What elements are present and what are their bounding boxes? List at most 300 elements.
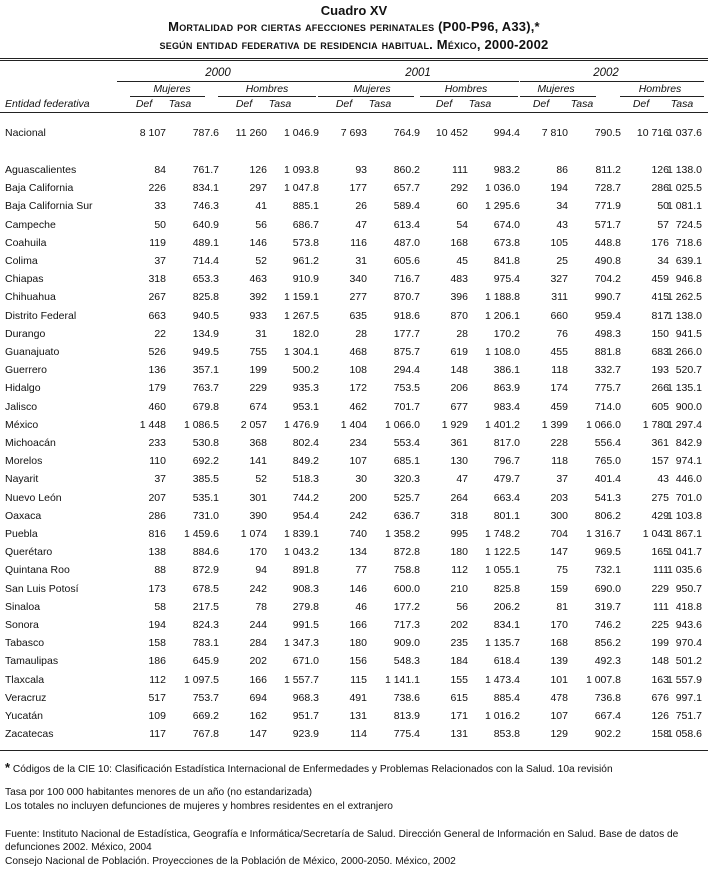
def-cell: 108	[349, 364, 367, 377]
tasa-cell: 881.8	[594, 346, 621, 358]
group-mujeres: Mujeres	[153, 83, 191, 95]
def-cell: 210	[450, 582, 468, 595]
def-cell: 229	[249, 382, 267, 395]
def-cell: 81	[556, 600, 568, 613]
tasa-cell: 490.8	[594, 255, 621, 267]
tasa-cell: 1 267.5	[283, 309, 319, 322]
group-rule	[218, 96, 316, 97]
state-label: Puebla	[5, 528, 38, 540]
def-cell: 7 810	[541, 127, 568, 139]
tasa-cell: 525.7	[393, 491, 420, 504]
def-cell: 266	[651, 382, 669, 395]
def-cell: 46	[355, 600, 367, 613]
def-cell: 455	[550, 346, 568, 358]
tasa-cell: 701.7	[393, 400, 420, 413]
tasa-cell: 1 103.8	[666, 509, 702, 522]
tasa-cell: 386.1	[493, 364, 520, 377]
def-cell: 130	[450, 455, 468, 468]
def-cell: 107	[550, 710, 568, 722]
tasa-cell: 1 839.1	[283, 528, 319, 540]
def-cell: 117	[149, 728, 166, 741]
state-label: Guerrero	[5, 364, 48, 377]
tasa-cell: 639.1	[675, 255, 702, 267]
tasa-cell: 479.7	[493, 473, 520, 486]
def-cell: 158	[651, 728, 669, 741]
tasa-cell: 872.9	[192, 564, 219, 577]
def-cell: 28	[355, 327, 367, 340]
tasa-cell: 618.4	[493, 655, 520, 668]
rule-header	[0, 112, 708, 113]
tasa-cell: 653.3	[192, 273, 219, 286]
tasa-cell: 613.4	[393, 218, 420, 231]
def-cell: 459	[651, 273, 669, 286]
tasa-cell: 961.2	[292, 255, 319, 267]
tasa-cell: 825.8	[493, 582, 520, 595]
tasa-cell: 679.8	[192, 400, 219, 413]
tasa-cell: 1 058.6	[666, 728, 702, 741]
def-cell: 229	[651, 582, 669, 595]
tasa-cell: 787.6	[192, 127, 219, 139]
tasa-cell: 910.9	[292, 273, 319, 286]
state-label: Yucatán	[5, 710, 43, 722]
tasa-cell: 1 401.2	[484, 418, 520, 431]
def-cell: 148	[450, 364, 468, 377]
state-label: Durango	[5, 327, 46, 340]
tasa-cell: 553.4	[393, 437, 420, 449]
tasa-cell: 813.9	[393, 710, 420, 722]
def-cell: 396	[450, 291, 468, 304]
def-cell: 37	[556, 473, 568, 486]
tasa-cell: 1 295.6	[484, 200, 520, 213]
def-cell: 56	[456, 600, 468, 613]
def-cell: 158	[148, 637, 166, 650]
def-cell: 171	[450, 710, 468, 722]
tasa-cell: 530.8	[192, 437, 219, 449]
def-cell: 619	[450, 346, 468, 358]
tasa-cell: 1 081.1	[666, 200, 702, 213]
col-def: Def	[532, 98, 550, 110]
tasa-cell: 541.3	[594, 491, 621, 504]
def-cell: 1 399	[541, 418, 568, 431]
table-number: Cuadro XV	[320, 3, 388, 18]
tasa-cell: 885.1	[292, 200, 319, 213]
tasa-cell: 946.8	[675, 273, 702, 286]
tasa-cell: 751.7	[675, 710, 702, 722]
tasa-cell: 771.9	[594, 200, 621, 213]
def-cell: 1 404	[340, 418, 367, 431]
tasa-cell: 884.6	[192, 546, 219, 559]
def-cell: 22	[154, 327, 166, 340]
def-cell: 202	[450, 619, 468, 631]
tasa-cell: 738.6	[393, 691, 420, 704]
tasa-cell: 1 037.6	[666, 127, 702, 139]
tasa-cell: 801.1	[493, 509, 520, 522]
def-cell: 297	[249, 182, 267, 195]
tasa-cell: 1 036.0	[484, 182, 520, 195]
def-cell: 131	[349, 710, 367, 722]
tasa-cell: 746.2	[594, 619, 621, 631]
def-cell: 26	[355, 200, 367, 213]
def-cell: 28	[456, 327, 468, 340]
def-cell: 115	[350, 673, 367, 686]
col-tasa: Tasa	[468, 98, 492, 110]
col-tasa: Tasa	[168, 98, 192, 110]
state-label: Baja California Sur	[5, 200, 93, 213]
tasa-cell: 997.1	[675, 691, 702, 704]
year-2001: 2001	[405, 67, 431, 79]
tasa-cell: 950.7	[675, 582, 702, 595]
group-rule	[318, 96, 414, 97]
tasa-cell: 332.7	[594, 364, 621, 377]
state-label: Campeche	[5, 218, 56, 231]
tasa-cell: 935.3	[292, 382, 319, 395]
def-cell: 111	[653, 564, 669, 577]
def-cell: 202	[249, 655, 267, 668]
tasa-cell: 170.2	[493, 327, 520, 340]
def-cell: 234	[349, 437, 367, 449]
def-cell: 172	[349, 382, 367, 395]
tasa-cell: 1 047.8	[283, 182, 319, 195]
def-cell: 47	[355, 218, 367, 231]
tasa-cell: 692.2	[192, 455, 219, 468]
state-label: Chiapas	[5, 273, 44, 286]
tasa-cell: 701.0	[675, 491, 702, 504]
tasa-cell: 1 066.0	[585, 418, 621, 431]
tasa-cell: 983.2	[493, 164, 520, 176]
def-cell: 150	[651, 327, 669, 340]
def-cell: 58	[154, 600, 166, 613]
state-label: Jalisco	[5, 400, 38, 413]
footnote-star: *	[5, 760, 11, 775]
def-cell: 118	[551, 364, 568, 377]
def-cell: 101	[550, 673, 568, 686]
state-label: Querétaro	[5, 546, 53, 559]
def-cell: 292	[450, 182, 468, 195]
tasa-cell: 487.0	[393, 236, 420, 249]
def-cell: 199	[651, 637, 669, 650]
def-cell: 816	[148, 528, 166, 540]
def-cell: 361	[450, 437, 468, 449]
tasa-cell: 968.3	[292, 691, 319, 704]
def-cell: 526	[148, 346, 166, 358]
group-hombres: Hombres	[638, 83, 682, 95]
tasa-cell: 714.4	[192, 255, 219, 267]
tasa-cell: 1 557.7	[283, 673, 319, 686]
def-cell: 86	[556, 164, 568, 176]
def-cell: 45	[456, 255, 468, 267]
tasa-cell: 1 055.1	[484, 564, 520, 577]
tasa-cell: 918.6	[393, 309, 420, 322]
def-cell: 111	[653, 600, 669, 613]
tasa-cell: 294.4	[393, 364, 420, 377]
def-cell: 995	[450, 528, 468, 540]
tasa-cell: 686.7	[292, 218, 319, 231]
def-cell: 1 074	[240, 528, 267, 540]
tasa-cell: 728.7	[594, 182, 621, 195]
tasa-cell: 704.2	[594, 273, 621, 286]
tasa-cell: 357.1	[192, 364, 219, 377]
tasa-cell: 753.5	[393, 382, 420, 395]
def-cell: 694	[249, 691, 267, 704]
def-cell: 119	[149, 236, 166, 249]
def-cell: 116	[350, 236, 367, 249]
tasa-cell: 940.5	[192, 309, 219, 322]
tasa-cell: 991.5	[292, 619, 319, 631]
def-cell: 242	[349, 509, 367, 522]
def-cell: 10 716	[636, 127, 669, 139]
def-cell: 155	[450, 673, 468, 686]
tasa-cell: 446.0	[675, 473, 702, 486]
tasa-cell: 418.8	[675, 600, 702, 613]
group-rule	[520, 96, 596, 97]
state-label: Tlaxcala	[5, 673, 45, 686]
def-cell: 77	[355, 564, 367, 577]
def-cell: 7 693	[340, 127, 367, 139]
tasa-cell: 518.3	[292, 473, 319, 486]
def-cell: 605	[651, 400, 669, 413]
tasa-cell: 520.7	[675, 364, 702, 377]
def-cell: 134	[349, 546, 367, 559]
def-cell: 1 043	[642, 528, 669, 540]
def-cell: 163	[651, 673, 669, 686]
def-cell: 226	[148, 182, 166, 195]
tasa-cell: 990.7	[594, 291, 621, 304]
def-cell: 47	[456, 473, 468, 486]
def-cell: 33	[154, 200, 166, 213]
def-cell: 11 260	[235, 127, 267, 139]
state-label: Nuevo León	[5, 491, 62, 504]
group-mujeres: Mujeres	[353, 83, 391, 95]
tasa-cell: 1 159.1	[283, 291, 319, 304]
def-cell: 199	[249, 364, 267, 377]
state-label: Distrito Federal	[5, 309, 77, 322]
def-cell: 156	[349, 655, 367, 668]
state-label: Nayarit	[5, 473, 39, 486]
def-cell: 84	[154, 164, 166, 176]
def-cell: 1 780	[642, 418, 669, 431]
tasa-cell: 401.4	[594, 473, 621, 486]
state-label: Michoacán	[5, 437, 56, 449]
tasa-cell: 1 066.0	[384, 418, 420, 431]
state-label: Colima	[5, 255, 38, 267]
tasa-cell: 1 141.1	[384, 673, 420, 686]
tasa-cell: 753.7	[192, 691, 219, 704]
tasa-cell: 1 025.5	[666, 182, 702, 195]
def-cell: 126	[651, 710, 669, 722]
group-rule	[620, 96, 704, 97]
tasa-cell: 736.8	[594, 691, 621, 704]
def-cell: 52	[255, 255, 267, 267]
tasa-cell: 669.2	[192, 710, 219, 722]
tasa-cell: 319.7	[594, 600, 621, 613]
tasa-cell: 1 086.5	[183, 418, 219, 431]
def-cell: 203	[550, 491, 568, 504]
def-cell: 206	[450, 382, 468, 395]
def-cell: 663	[148, 309, 166, 322]
def-cell: 368	[249, 437, 267, 449]
def-cell: 107	[349, 455, 367, 468]
tasa-cell: 1 476.9	[283, 418, 319, 431]
def-cell: 242	[249, 582, 267, 595]
def-cell: 755	[249, 346, 267, 358]
state-label: Oaxaca	[5, 509, 42, 522]
state-label: Sonora	[5, 619, 39, 631]
def-cell: 415	[651, 291, 669, 304]
def-cell: 157	[651, 455, 669, 468]
def-cell: 704	[550, 528, 568, 540]
tasa-cell: 1 316.7	[585, 528, 621, 540]
def-cell: 37	[154, 473, 166, 486]
tasa-cell: 1 097.5	[183, 673, 219, 686]
def-cell: 25	[556, 255, 568, 267]
col-tasa: Tasa	[670, 98, 694, 110]
tasa-cell: 673.8	[493, 236, 520, 249]
def-cell: 34	[657, 255, 669, 267]
def-cell: 615	[450, 691, 468, 704]
def-cell: 460	[148, 400, 166, 413]
tasa-cell: 909.0	[393, 637, 420, 650]
note-totales: Los totales no incluyen defunciones de mujeres y hombres residentes en el extranjero	[5, 801, 393, 812]
tasa-cell: 953.1	[292, 400, 319, 413]
tasa-cell: 1 557.9	[666, 673, 702, 686]
def-cell: 165	[651, 546, 669, 559]
col-def: Def	[135, 98, 153, 110]
col-tasa: Tasa	[570, 98, 594, 110]
tasa-cell: 860.2	[393, 164, 420, 176]
def-cell: 635	[349, 309, 367, 322]
tasa-cell: 1 206.1	[484, 309, 520, 322]
tasa-cell: 853.8	[493, 728, 520, 741]
rule-bottom	[0, 750, 708, 751]
tasa-cell: 1 358.2	[384, 528, 420, 540]
tasa-cell: 790.5	[594, 127, 621, 139]
tasa-cell: 1 188.8	[484, 291, 520, 304]
state-label: México	[5, 418, 39, 431]
tasa-cell: 900.0	[675, 400, 702, 413]
footnote-cie	[5, 761, 703, 776]
def-cell: 162	[249, 710, 267, 722]
def-cell: 147	[249, 728, 267, 741]
tasa-cell: 872.8	[393, 546, 420, 559]
tasa-cell: 320.3	[393, 473, 420, 486]
tasa-cell: 1 046.9	[283, 127, 319, 139]
def-cell: 10 452	[435, 127, 468, 139]
def-cell: 180	[349, 637, 367, 650]
tasa-cell: 489.1	[192, 236, 219, 249]
tasa-cell: 556.4	[594, 437, 621, 449]
tasa-cell: 492.3	[594, 655, 621, 668]
def-cell: 126	[651, 164, 669, 176]
def-cell: 361	[651, 437, 669, 449]
tasa-cell: 663.4	[493, 491, 520, 504]
footnote-text: Códigos de la CIE 10: Clasificación Estadística Internacional de Enfermedades y Problemas Relacionados con la Salud. 10a revisión	[12, 764, 613, 775]
tasa-cell: 385.5	[192, 473, 219, 486]
year-2002: 2002	[593, 67, 619, 79]
tasa-cell: 841.8	[493, 255, 520, 267]
def-cell: 2 057	[240, 418, 267, 431]
def-cell: 43	[657, 473, 669, 486]
def-cell: 179	[148, 382, 166, 395]
def-cell: 138	[148, 546, 166, 559]
tasa-cell: 1 041.7	[666, 546, 702, 559]
def-cell: 8 107	[139, 127, 166, 139]
state-label: Veracruz	[5, 691, 47, 704]
tasa-cell: 951.7	[292, 710, 319, 722]
def-cell: 429	[651, 509, 669, 522]
tasa-cell: 923.9	[292, 728, 319, 741]
tasa-cell: 1 347.3	[283, 637, 319, 650]
tasa-cell: 1 138.0	[666, 309, 702, 322]
tasa-cell: 949.5	[192, 346, 219, 358]
def-cell: 78	[255, 600, 267, 613]
def-cell: 277	[349, 291, 367, 304]
tasa-cell: 636.7	[393, 509, 420, 522]
def-cell: 109	[148, 710, 166, 722]
tasa-cell: 500.2	[292, 364, 319, 377]
tasa-cell: 667.4	[594, 710, 621, 722]
tasa-cell: 1 297.4	[666, 418, 702, 431]
tasa-cell: 448.8	[594, 236, 621, 249]
def-cell: 148	[651, 655, 669, 668]
def-cell: 88	[154, 564, 166, 577]
tasa-cell: 1 262.5	[666, 291, 702, 304]
year-rule	[520, 81, 704, 82]
tasa-cell: 731.0	[192, 509, 219, 522]
def-cell: 131	[450, 728, 468, 741]
def-cell: 491	[349, 691, 367, 704]
tasa-cell: 870.7	[393, 291, 420, 304]
state-label: San Luis Potosí	[5, 582, 79, 595]
def-cell: 54	[456, 218, 468, 231]
tasa-cell: 969.5	[594, 546, 621, 559]
tasa-cell: 600.0	[393, 582, 420, 595]
col-tasa: Tasa	[268, 98, 292, 110]
def-cell: 1 448	[139, 418, 166, 431]
def-cell: 174	[550, 382, 568, 395]
note-conapo: Consejo Nacional de Población. Proyecciones de la Población de México, 2000-2050. México, 2002	[5, 856, 456, 867]
def-cell: 184	[450, 655, 468, 668]
def-cell: 176	[651, 236, 669, 249]
def-cell: 462	[349, 400, 367, 413]
def-cell: 170	[249, 546, 267, 559]
def-cell: 136	[148, 364, 166, 377]
state-label: Coahuila	[5, 236, 47, 249]
state-label: Morelos	[5, 455, 43, 468]
tasa-cell: 746.3	[192, 200, 219, 213]
tasa-cell: 718.6	[675, 236, 702, 249]
tasa-cell: 714.0	[594, 400, 621, 413]
tasa-cell: 1 135.7	[484, 637, 520, 650]
tasa-cell: 849.2	[292, 455, 319, 468]
tasa-cell: 975.4	[493, 273, 520, 286]
def-cell: 674	[249, 400, 267, 413]
tasa-cell: 548.3	[393, 655, 420, 668]
def-cell: 57	[657, 218, 669, 231]
tasa-cell: 724.5	[675, 218, 702, 231]
tasa-cell: 842.9	[675, 437, 702, 449]
rule-top	[0, 58, 708, 59]
def-cell: 933	[249, 309, 267, 322]
def-cell: 225	[651, 619, 669, 631]
tasa-cell: 1 138.0	[666, 164, 702, 176]
tasa-cell: 573.8	[292, 236, 319, 249]
def-cell: 194	[148, 619, 166, 631]
def-cell: 463	[249, 273, 267, 286]
tasa-cell: 856.2	[594, 637, 621, 650]
def-cell: 194	[550, 182, 568, 195]
note-tasa: Tasa por 100 000 habitantes menores de un año (no estandarizada)	[5, 787, 312, 798]
tasa-cell: 182.0	[292, 327, 319, 340]
